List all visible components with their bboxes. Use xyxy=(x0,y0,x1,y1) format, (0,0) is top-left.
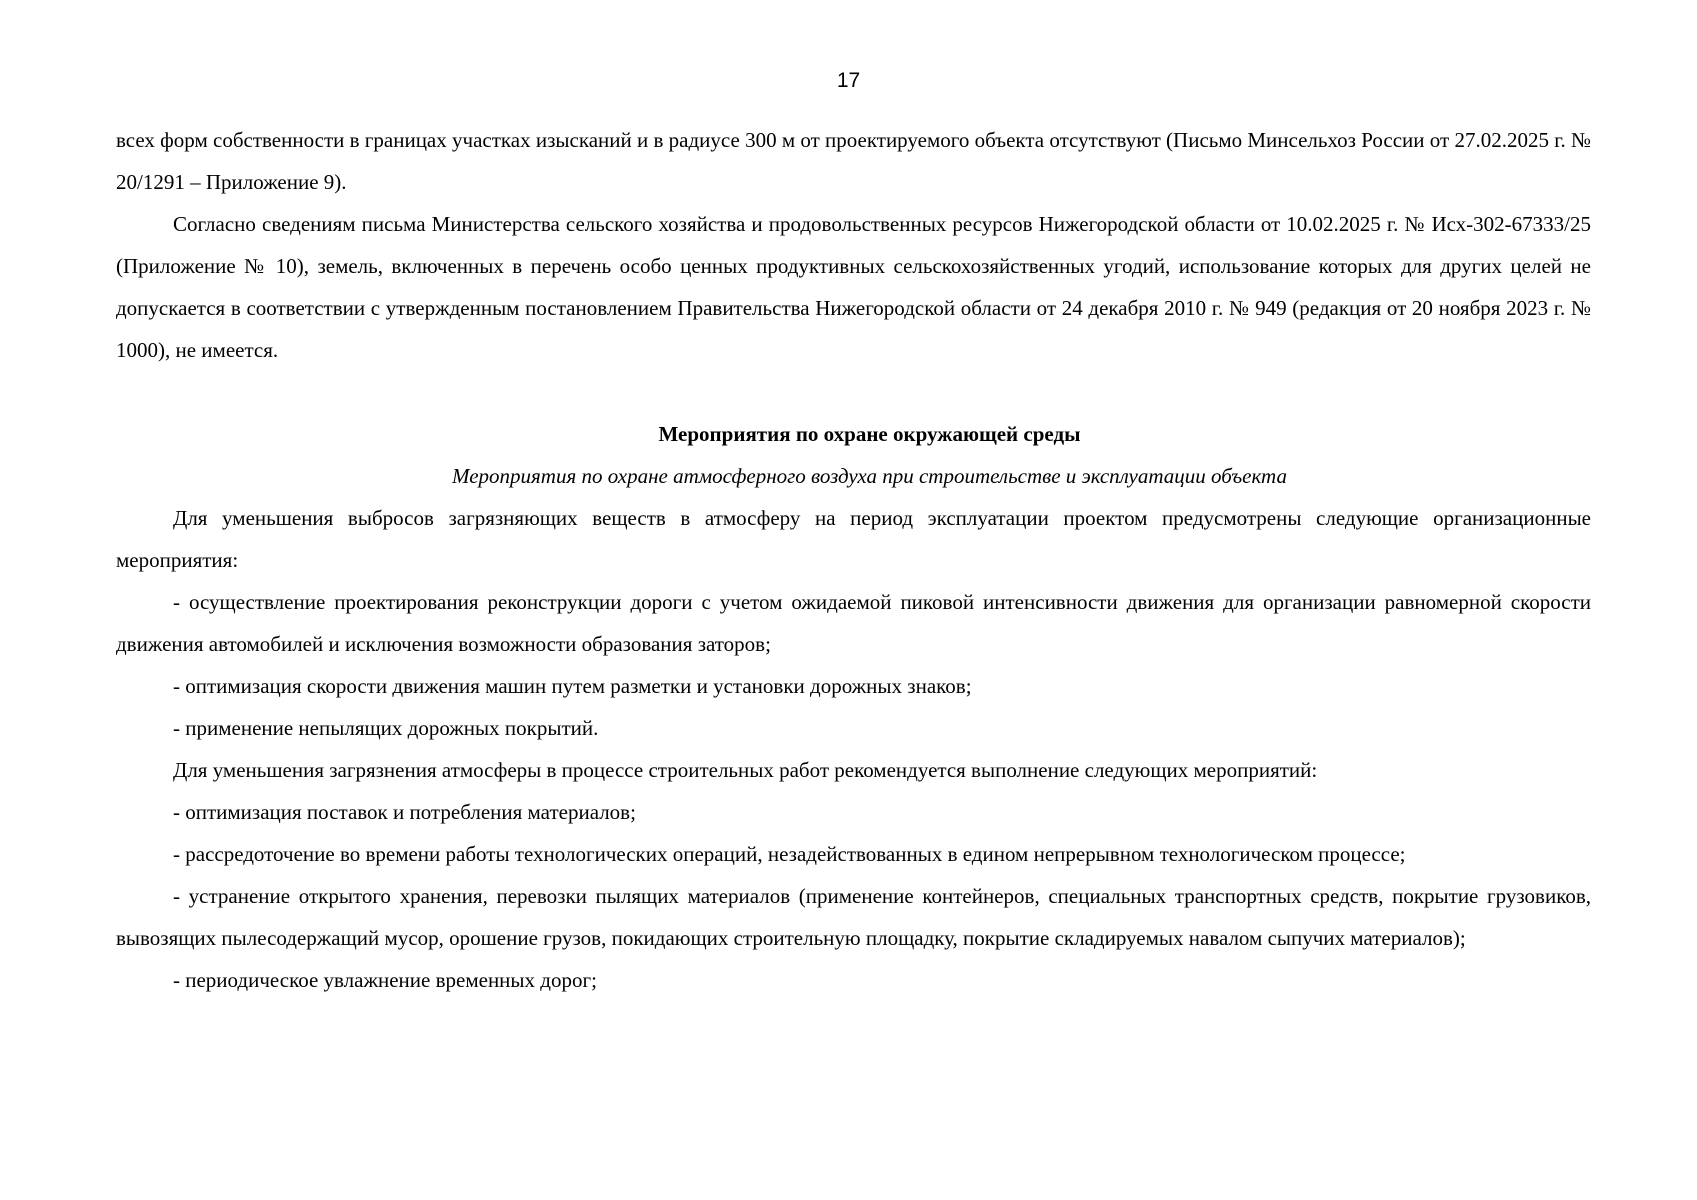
document-body xyxy=(116,119,1591,1001)
section-heading: Мероприятия по охране окружающей среды xyxy=(658,422,1081,446)
section-subheading: Мероприятия по охране атмосферного воздуха при строительстве и эксплуатации объекта xyxy=(452,464,1287,488)
list-item: - оптимизация скорости движения машин путем разметки и установки дорожных знаков; xyxy=(173,674,972,698)
list-item: - применение непылящих дорожных покрытий. xyxy=(173,716,599,740)
list-item: - осуществление проектирования реконструкции дороги с учетом ожидаемой пиковой интенсивности движения для организации равномерной скорости движения автомобилей и исключения возможности образования заторов; xyxy=(116,590,1591,656)
paragraph-ministry-letter: Согласно сведениям письма Министерства сельского хозяйства и продовольственных ресурсов Нижегородской области от 10.02.2025 г. № Исх-302-67333/25 (Приложение № 10), земель, включенных в перечень особо ценных продуктивных сельскохозяйственных угодий, использование которых для других целей не допускается в соответствии с утвержденным постановлением Правительства Нижегородской области от 24 декабря 2010 г. № 949 (редакция от 20 ноября 2023 г. № 1000), не имеется. xyxy=(116,212,1591,362)
list-item: - периодическое увлажнение временных дорог; xyxy=(173,968,597,992)
list-item: - устранение открытого хранения, перевозки пылящих материалов (применение контейнеров, специальных транспортных средств, покрытие грузовиков, вывозящих пылесодержащий мусор, орошение грузов, покидающих строительную площадку, покрытие складируемых навалом сыпучих материалов); xyxy=(116,884,1591,950)
page-number: 17 xyxy=(836,69,861,92)
section-spacer xyxy=(116,371,1591,413)
paragraph-construction-measures: Для уменьшения загрязнения атмосферы в процессе строительных работ рекомендуется выполнение следующих мероприятий: xyxy=(173,758,1318,782)
list-item: - оптимизация поставок и потребления материалов; xyxy=(173,800,636,824)
paragraph-operation-measures: Для уменьшения выбросов загрязняющих веществ в атмосферу на период эксплуатации проектом предусмотрены следующие организационные мероприятия: xyxy=(116,506,1591,572)
paragraph-continuation: всех форм собственности в границах участках изысканий и в радиусе 300 м от проектируемого объекта отсутствуют (Письмо Минсельхоз России от 27.02.2025 г. № 20/1291 – Приложение 9). xyxy=(116,128,1591,194)
list-item: - рассредоточение во времени работы технологических операций, незадействованных в едином непрерывном технологическом процессе; xyxy=(173,842,1406,866)
